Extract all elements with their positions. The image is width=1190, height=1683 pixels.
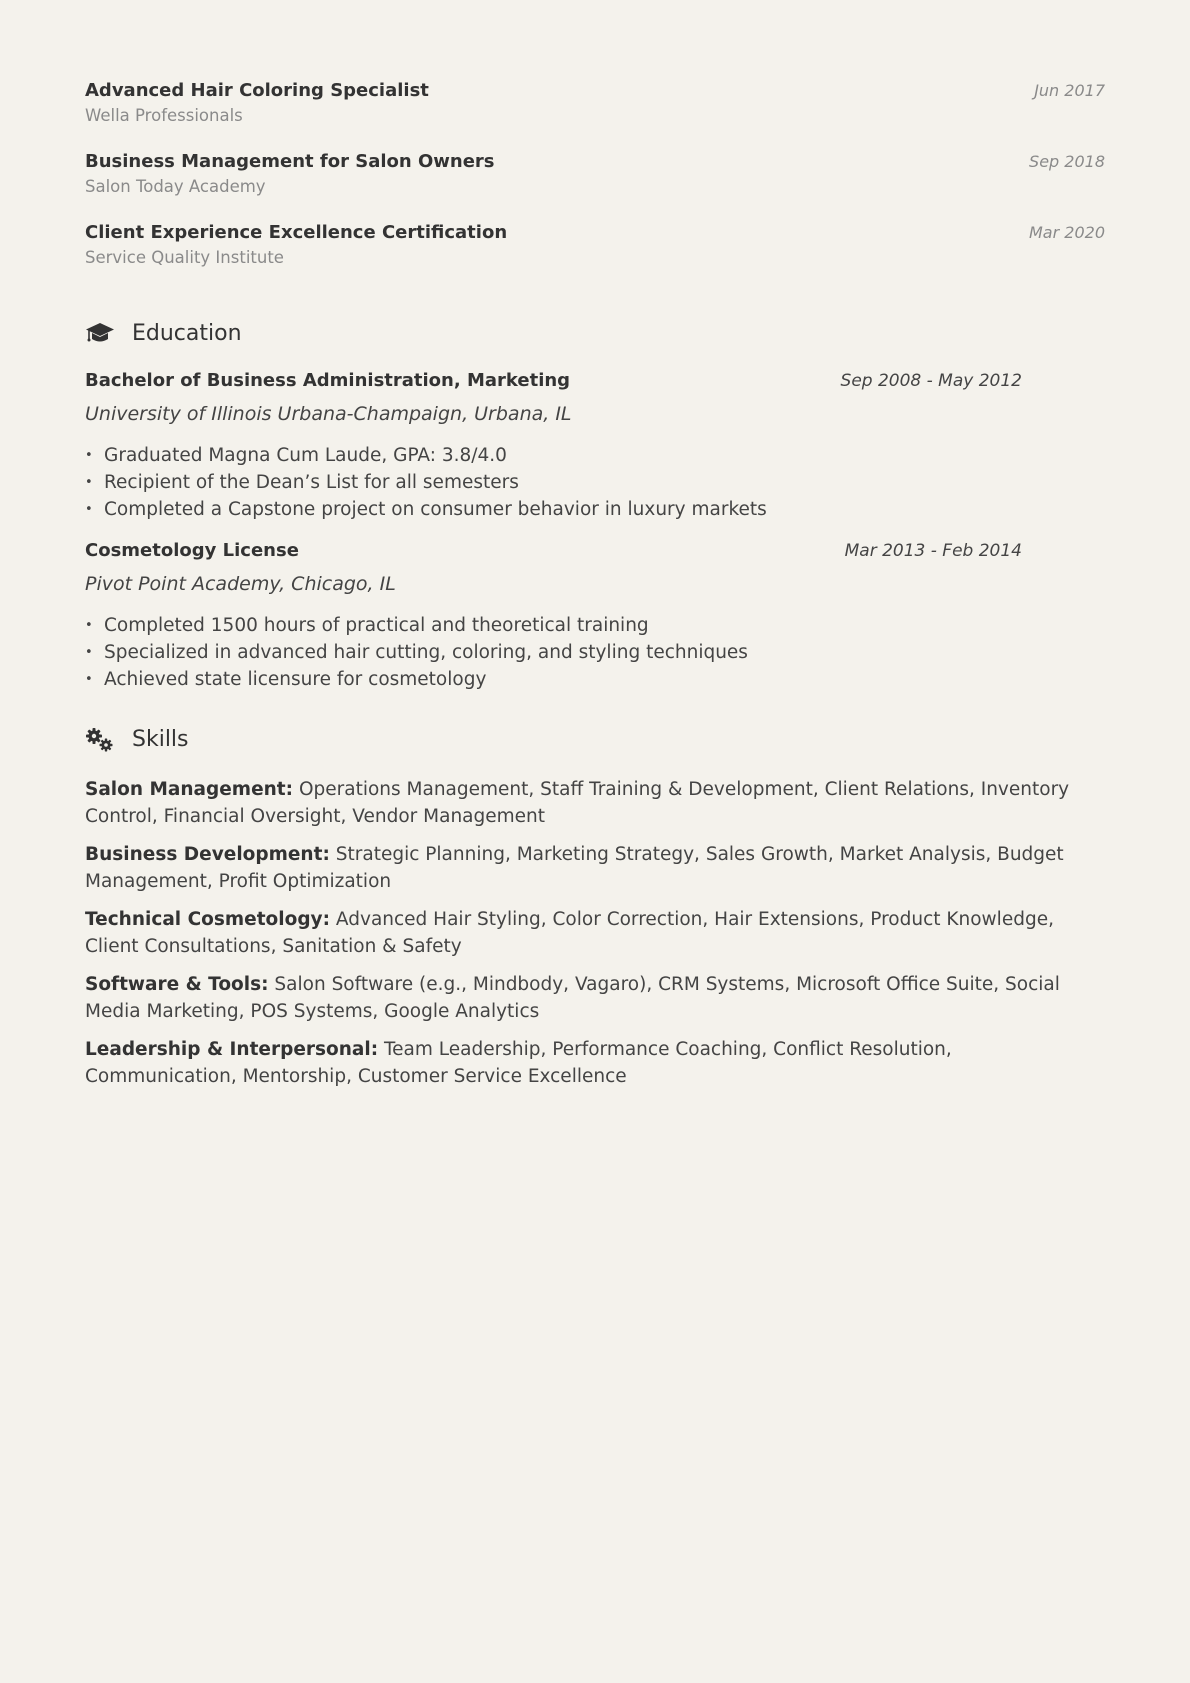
certification-date: Sep 2018 (1029, 152, 1105, 171)
certification-issuer: Wella Professionals (85, 106, 243, 125)
skill-group (85, 971, 1105, 1025)
certification-item (85, 149, 1105, 220)
certification-title: Advanced Hair Coloring Specialist (85, 80, 429, 101)
list-item: • Specialized in advanced hair cutting, coloring, and styling techniques (85, 639, 1022, 666)
education-entry (85, 368, 1022, 523)
list-item: • Graduated Magna Cum Laude, GPA: 3.8/4.0 (85, 442, 1022, 469)
certifications-list (85, 78, 1105, 291)
skills-list (85, 776, 1105, 1090)
education-dates: Sep 2008 - May 2012 (840, 371, 1022, 391)
list-item: • Recipient of the Dean’s List for all semesters (85, 469, 1022, 496)
list-item: • Achieved state licensure for cosmetology (85, 666, 1022, 693)
education-entry (85, 538, 1022, 693)
list-item: • Completed 1500 hours of practical and theoretical training (85, 612, 1022, 639)
skill-label: Leadership & Interpersonal: (85, 1039, 379, 1060)
certification-issuer: Salon Today Academy (85, 177, 266, 196)
skill-text: Salon Software (e.g., Mindbody, Vagaro), CRM Systems, Microsoft Office Suite, Social Media Marketing, POS Systems, Google Analytics (85, 974, 1060, 1022)
skill-group (85, 1036, 1105, 1090)
education-degree: Bachelor of Business Administration, Marketing (85, 370, 571, 391)
graduation-cap-icon (85, 321, 115, 347)
education-bullets (85, 442, 1022, 523)
certification-date: Jun 2017 (1034, 81, 1105, 100)
certification-title: Business Management for Salon Owners (85, 151, 495, 172)
certification-date: Mar 2020 (1029, 223, 1105, 242)
skill-group (85, 841, 1105, 895)
education-degree: Cosmetology License (85, 540, 299, 561)
skill-label: Business Development: (85, 844, 330, 865)
education-school: Pivot Point Academy, Chicago, IL (85, 573, 396, 595)
skill-text: Operations Management, Staff Training & Development, Client Relations, Inventory Control, Financial Oversight, Vendor Management (85, 779, 1070, 827)
education-bullets (85, 612, 1022, 693)
education-dates: Mar 2013 - Feb 2014 (844, 541, 1022, 561)
skill-label: Software & Tools: (85, 974, 269, 995)
skill-label: Technical Cosmetology: (85, 909, 331, 930)
education-section-header (85, 314, 1105, 354)
skill-text: Advanced Hair Styling, Color Correction, Hair Extensions, Product Knowledge, Client Consultations, Sanitation & Safety (85, 909, 1054, 957)
cogs-icon (85, 727, 115, 753)
certification-issuer: Service Quality Institute (85, 248, 284, 267)
skill-group (85, 906, 1105, 960)
resume-page (85, 78, 1105, 1101)
certification-title: Client Experience Excellence Certification (85, 222, 508, 243)
skill-text: Strategic Planning, Marketing Strategy, Sales Growth, Market Analysis, Budget Management, Profit Optimization (85, 844, 1064, 892)
skill-label: Salon Management: (85, 779, 294, 800)
section-title: Education (132, 321, 242, 346)
section-title: Skills (132, 727, 189, 752)
list-item: • Completed a Capstone project on consumer behavior in luxury markets (85, 496, 1022, 523)
skill-text: Team Leadership, Performance Coaching, Conflict Resolution, Communication, Mentorship, Customer Service Excellence (85, 1039, 952, 1087)
skill-group (85, 776, 1105, 830)
certification-item (85, 78, 1105, 149)
certification-item (85, 220, 1105, 291)
skills-section-header (85, 720, 1105, 760)
education-school: University of Illinois Urbana-Champaign, Urbana, IL (85, 403, 572, 425)
